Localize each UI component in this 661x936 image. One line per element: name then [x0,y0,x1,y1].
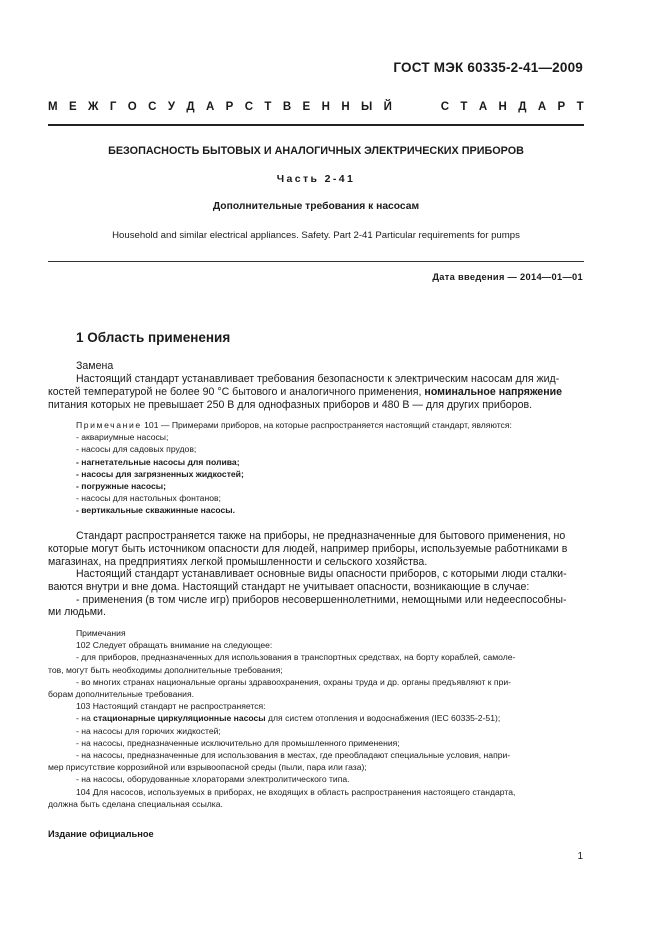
note-101-item: - насосы для загрязненных жидкостей; [76,468,244,479]
header-rule [48,124,584,126]
banner-letter: Д [186,101,195,113]
banner-letter: Й [383,101,392,113]
banner-gap [403,101,429,113]
english-title: Household and similar electrical appliances. Safety. Part 2-41 Particular requirements for pumps [112,230,520,241]
paragraph-scope: Настоящий стандарт устанавливает требования безопасности к электрическим насосам для жид- костей температурой не более 90 °C бытового и аналогичного применения, номинальное напряжение питания которых не превышает 250 В для однофазных приборов и 480 В — для других приборов. [48,373,563,411]
section-heading: 1 Область применения [76,330,231,345]
banner-letter: Д [518,101,527,113]
note-101: Примечание 101 — Примерами приборов, на которые распространяется настоящий стандарт, являются: - аквариумные насосы; - насосы для садовых прудов; - нагнетательные насосы для полива; - насосы для загрязненных жидкостей; - погружные насосы; - насосы для настольных фонтанов; - вертикальные скважинные насосы. [76,419,584,517]
banner-letter: Г [109,101,117,113]
banner-letter: М [48,101,58,113]
banner-letter: А [537,101,547,113]
subtitle: Дополнительные требования к насосам [212,201,420,212]
banner-letter: А [478,101,488,113]
banner-letter: С [440,101,450,113]
banner-letter: С [244,101,254,113]
banner-letter: В [282,101,292,113]
paragraph-applicability: Стандарт распространяется также на приборы, не предназначенные для бытового применения, но которые могут быть источником опасности для людей, например приборы, используемые работниками в магазинах, на предприятиях легкой промышленности и сельского хозяйства. [48,530,568,568]
note-101-item: - насосы для настольных фонтанов; [76,493,221,504]
note-101-item: - аквариумные насосы; [76,432,169,443]
replace-label: Замена [76,360,114,372]
banner-letter: У [167,101,175,113]
banner-letter: А [205,101,215,113]
paragraph-hazards: Настоящий стандарт устанавливает основные виды опасности приборов, с которыми люди сталки- ваются внутри и вне дома. Настоящий стандарт не учитывает опасности, возникающие в случае: - применения (в том числе игр) приборов несовершеннолетними, немощными или недееспособны- ми людьми. [48,568,567,619]
note-101-list [76,431,584,516]
banner-letter: Ж [88,101,99,113]
gost-number: ГОСТ МЭК 60335-2-41—2009 [393,60,583,75]
document-title: БЕЗОПАСНОСТЬ БЫТОВЫХ И АНАЛОГИЧНЫХ ЭЛЕКТРИЧЕСКИХ ПРИБОРОВ [108,145,524,157]
banner-letter: Е [68,101,77,113]
note-101-item: - погружные насосы; [76,481,166,492]
banner-letter: Т [576,101,584,113]
part-title: Часть 2-41 [276,173,356,185]
banner-letter: Н [321,101,330,113]
date-rule [48,261,584,262]
notes-block: Примечания 102 Следует обращать внимание на следующее: - для приборов, предназначенных для использования в транспортных средствах, на борту кораблей, самоле- тов, могут быть необходимы дополнительные требования; - во многих странах национальные органы здравоохранения, охраны труда и др. органы предъявляют к при- борам дополнительные требования. 103 Настоящий стандарт не распространяется: - на стационарные циркуляционные насосы для систем отопления и водоснабжения (IEC 60335-2-51); - на насосы для горючих жидкостей; - на насосы, предназначенные исключительно для промышленного применения; - на насосы, предназначенные для использования в местах, где преобладают специальные условия, напри- мер присутствие коррозийной или взрывоопасной среды (пыли, пара или газа); - на насосы, оборудованные хлораторами электролитического типа. 104 Для насосов, используемых в приборах, не входящих в область распространения настоящего стандарта, должна быть сделана специальная ссылка. [48,628,516,809]
banner-letter: О [127,101,137,113]
banner-letter: Р [225,101,234,113]
introduction-date: Дата введения — 2014—01—01 [432,272,583,282]
note-101-item: - насосы для садовых прудов; [76,444,197,455]
banner-letter: Т [264,101,272,113]
banner-letter: С [148,101,157,113]
banner-letter: Н [498,101,507,113]
banner-letter: Р [557,101,566,113]
banner-letter: Т [460,101,468,113]
banner-letter: Е [302,101,311,113]
note-101-item: - вертикальные скважинные насосы. [76,505,236,516]
banner-letter: Ы [361,101,373,113]
banner-letter: Н [341,101,350,113]
page-number: 1 [577,851,583,862]
official-edition-label: Издание официальное [48,829,154,839]
note-101-item: - нагнетательные насосы для полива; [76,456,240,467]
interstate-standard-banner [48,101,584,113]
